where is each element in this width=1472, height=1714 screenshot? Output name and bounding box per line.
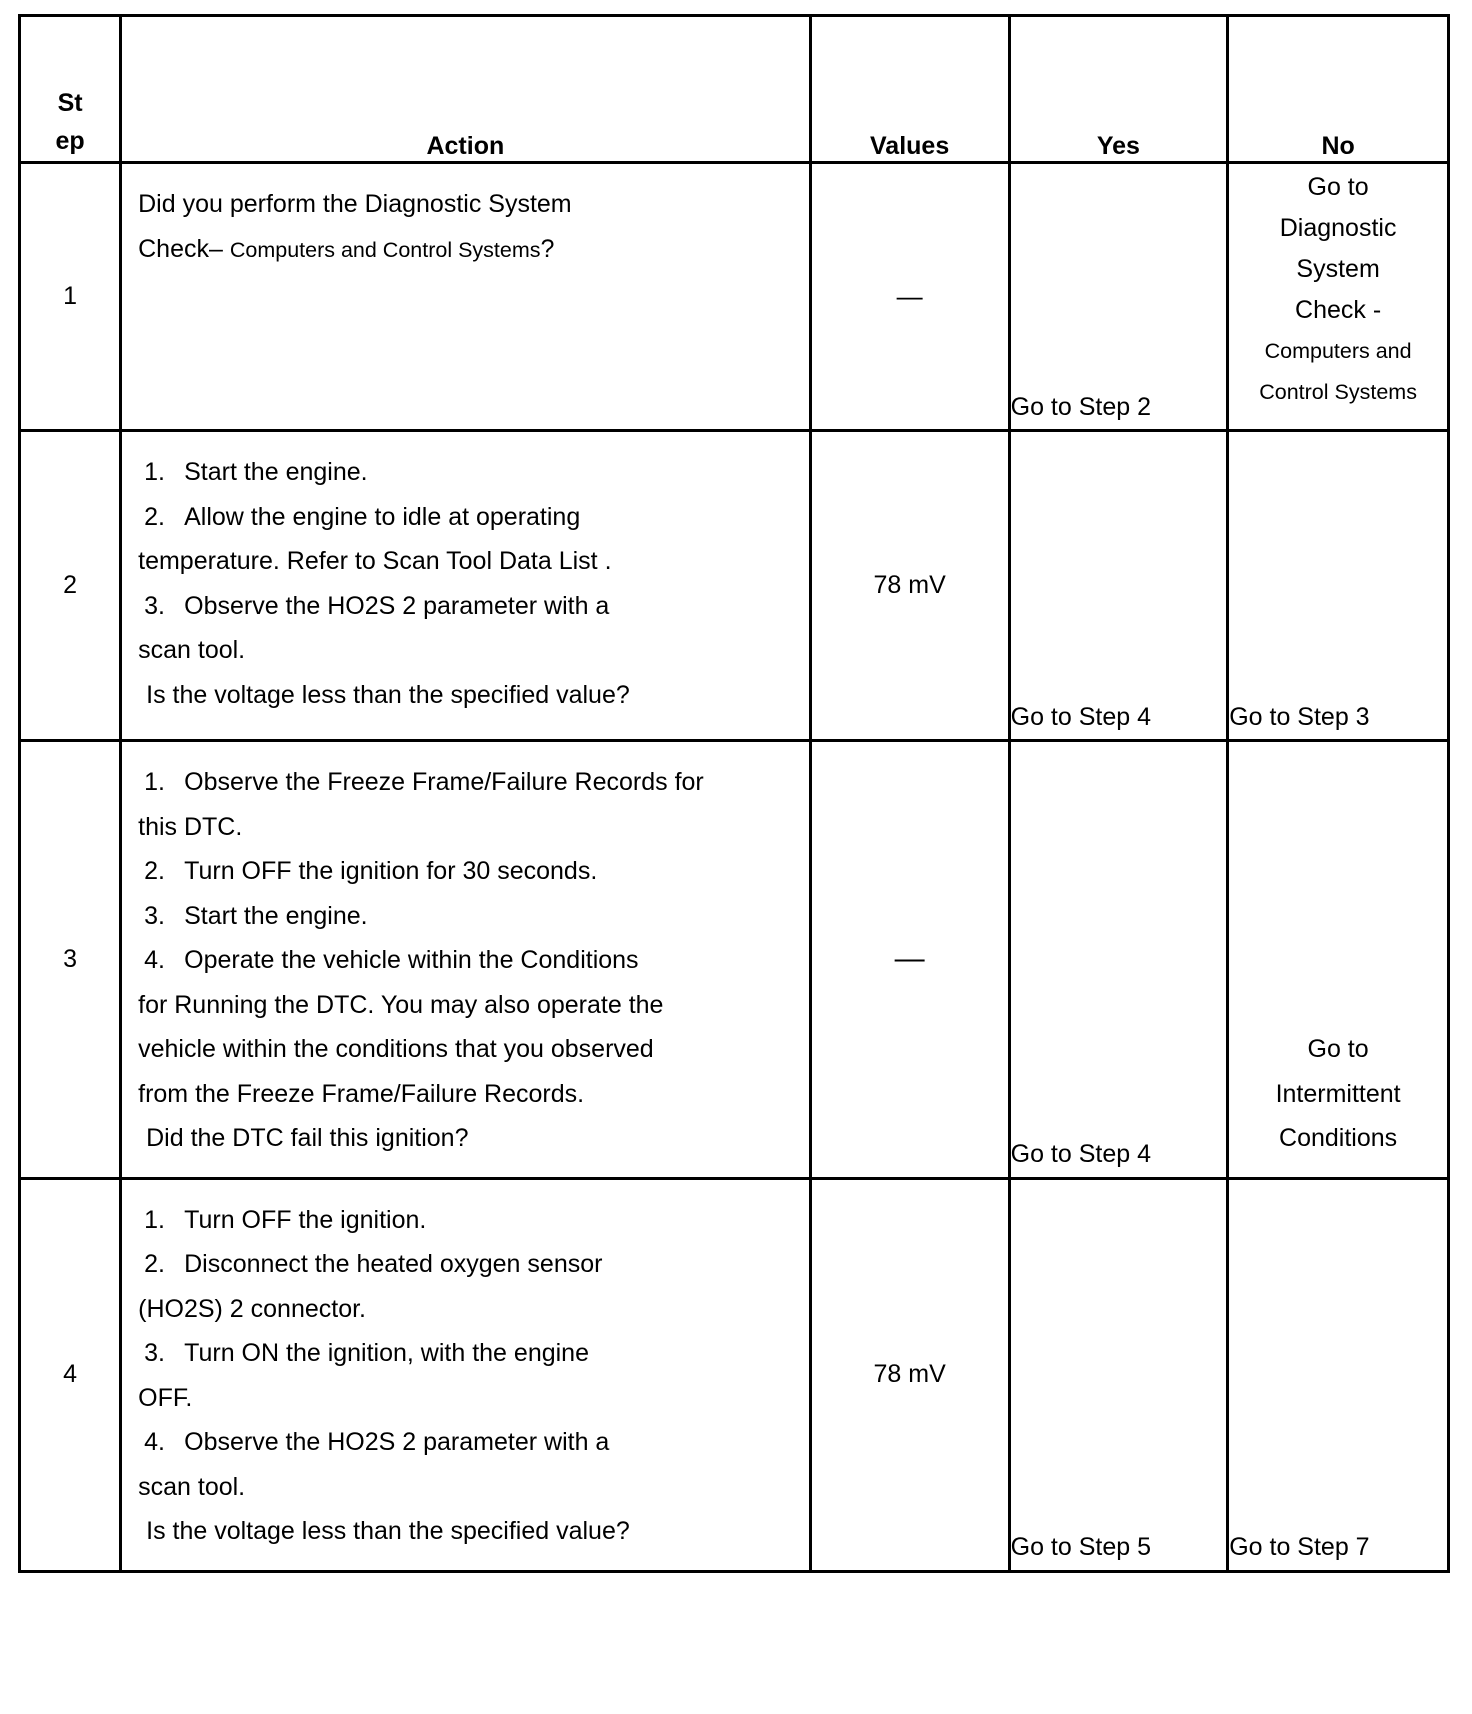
step-number: 4 xyxy=(20,1178,121,1571)
no-link[interactable]: Go to Step 3 xyxy=(1228,431,1449,741)
yes-link[interactable]: Go to Step 4 xyxy=(1009,431,1228,741)
step-number: 1 xyxy=(20,163,121,431)
table-row xyxy=(20,431,1449,741)
action-line: OFF. xyxy=(138,1383,193,1412)
action-line: 1. Start the engine. xyxy=(144,458,368,486)
header-action: Action xyxy=(121,16,810,163)
action-line: from the Freeze Frame/Failure Records. xyxy=(138,1079,585,1108)
yes-link[interactable]: Go to Step 5 xyxy=(1009,1178,1228,1571)
diagnostic-table xyxy=(18,14,1450,1573)
action-line: vehicle within the conditions that you observed xyxy=(138,1035,654,1063)
values-cell: — xyxy=(810,741,1009,1179)
action-line: 3. Turn ON the ignition, with the engine xyxy=(144,1339,589,1367)
action-line: Check– Computers and Control Systems? xyxy=(138,234,555,263)
step-number: 2 xyxy=(20,431,121,741)
header-row xyxy=(20,16,1449,163)
action-line: 4. Observe the HO2S 2 parameter with a xyxy=(144,1428,610,1456)
action-line: 2. Allow the engine to idle at operating xyxy=(144,502,581,531)
action-line: this DTC. xyxy=(138,812,243,841)
values-cell: — xyxy=(810,163,1009,431)
no-link[interactable]: Go to Step 7 xyxy=(1228,1178,1449,1571)
header-yes: Yes xyxy=(1009,16,1228,163)
action-line: 2. Turn OFF the ignition for 30 seconds. xyxy=(144,857,598,885)
yes-link[interactable]: Go to Step 2 xyxy=(1009,163,1228,431)
action-line: 1. Turn OFF the ignition. xyxy=(144,1205,427,1234)
question: Did the DTC fail this ignition? xyxy=(146,1124,469,1152)
action-line: 2. Disconnect the heated oxygen sensor xyxy=(144,1250,603,1278)
action-cell xyxy=(121,741,810,1179)
action-cell xyxy=(121,431,810,741)
header-no: No xyxy=(1228,16,1449,163)
values-cell: 78 mV xyxy=(810,1178,1009,1571)
action-line: for Running the DTC. You may also operate the xyxy=(138,990,664,1019)
question: Is the voltage less than the specified value? xyxy=(146,1517,630,1545)
action-cell xyxy=(121,1178,810,1571)
action-line: scan tool. xyxy=(138,1472,246,1501)
yes-link[interactable]: Go to Step 4 xyxy=(1009,741,1228,1179)
action-line: scan tool. xyxy=(138,636,246,664)
header-step xyxy=(20,16,121,163)
action-line: 3. Start the engine. xyxy=(144,901,368,930)
no-link[interactable]: Go to Diagnostic System Check - Computers and Control Systems xyxy=(1228,163,1449,431)
step-number: 3 xyxy=(20,741,121,1179)
action-line: 4. Operate the vehicle within the Conditions xyxy=(144,946,639,974)
values-cell: 78 mV xyxy=(810,431,1009,741)
action-line: Did you perform the Diagnostic System xyxy=(138,190,572,218)
header-step-line-1: St xyxy=(57,88,83,117)
action-cell xyxy=(121,163,810,431)
table-row xyxy=(20,741,1449,1179)
action-line: (HO2S) 2 connector. xyxy=(138,1294,367,1323)
action-line: 1. Observe the Freeze Frame/Failure Records for xyxy=(144,768,704,796)
header-values: Values xyxy=(810,16,1009,163)
action-line: 3. Observe the HO2S 2 parameter with a xyxy=(144,591,610,620)
header-step-line-2: ep xyxy=(55,127,85,156)
table-row xyxy=(20,1178,1449,1571)
action-line: temperature. Refer to Scan Tool Data List . xyxy=(138,547,612,575)
no-link[interactable]: Go to Intermittent Conditions xyxy=(1228,741,1449,1179)
question: Is the voltage less than the specified value? xyxy=(146,680,630,709)
table-row xyxy=(20,163,1449,431)
